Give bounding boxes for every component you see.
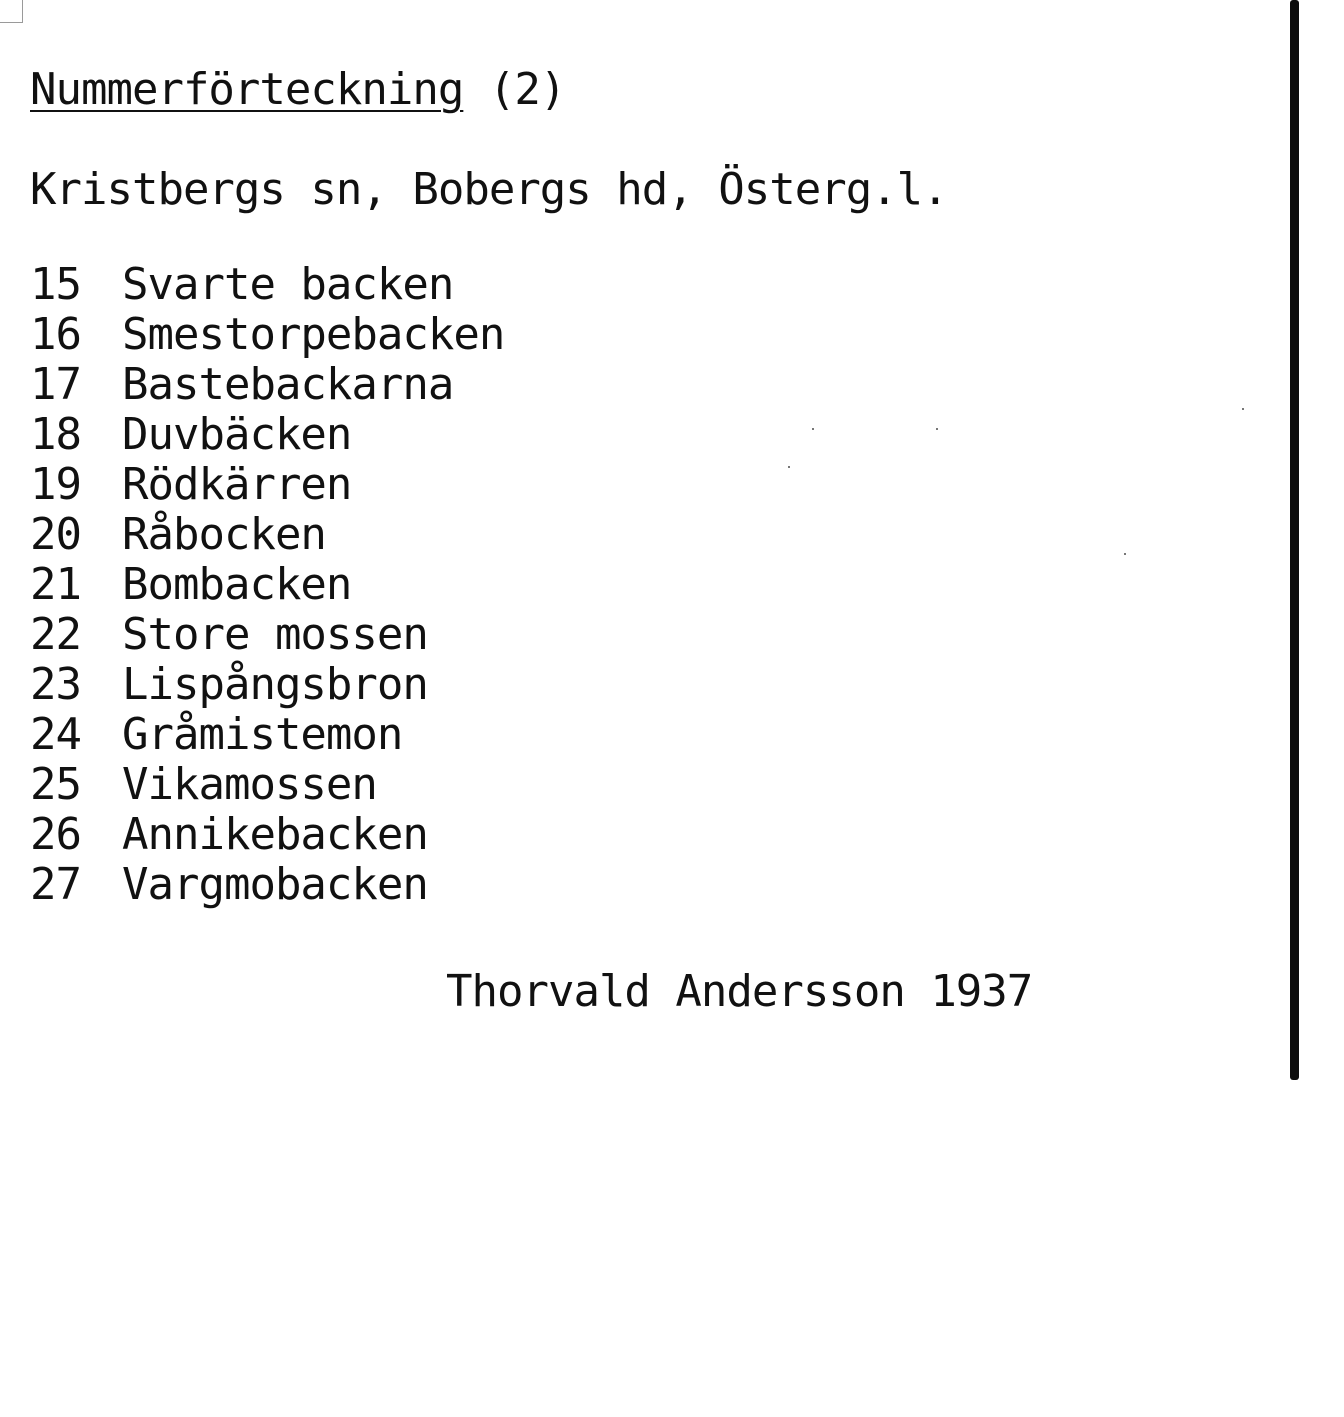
list-item bbox=[30, 410, 1250, 460]
entry-number: 16 bbox=[30, 309, 81, 360]
entry-name: Gråmistemon bbox=[122, 709, 403, 760]
list-item bbox=[30, 510, 1250, 560]
entry-name: Vikamossen bbox=[122, 759, 377, 810]
list-item bbox=[30, 260, 1250, 310]
entry-name: Annikebacken bbox=[122, 809, 428, 860]
signature-line: Thorvald Andersson 1937 bbox=[446, 966, 1033, 1017]
entry-name: Smestorpebacken bbox=[122, 309, 505, 360]
place-name-list bbox=[30, 260, 1250, 910]
card-edge-border bbox=[1290, 0, 1299, 1080]
list-item bbox=[30, 460, 1250, 510]
entry-number: 19 bbox=[30, 459, 81, 510]
entry-name: Store mossen bbox=[122, 609, 428, 660]
list-item bbox=[30, 310, 1250, 360]
entry-number: 23 bbox=[30, 659, 81, 710]
entry-number: 27 bbox=[30, 859, 81, 910]
entry-name: Svarte backen bbox=[122, 259, 454, 310]
list-item bbox=[30, 660, 1250, 710]
entry-name: Vargmobacken bbox=[122, 859, 428, 910]
list-item bbox=[30, 560, 1250, 610]
document-title bbox=[30, 60, 1250, 120]
entry-name: Lispångsbron bbox=[122, 659, 428, 710]
entry-number: 15 bbox=[30, 259, 81, 310]
entry-number: 25 bbox=[30, 759, 81, 810]
list-item bbox=[30, 710, 1250, 760]
entry-number: 24 bbox=[30, 709, 81, 760]
entry-number: 21 bbox=[30, 559, 81, 610]
entry-number: 22 bbox=[30, 609, 81, 660]
entry-number: 20 bbox=[30, 509, 81, 560]
entry-number: 26 bbox=[30, 809, 81, 860]
entry-name: Bastebackarna bbox=[122, 359, 454, 410]
title-suffix: (2) bbox=[488, 64, 566, 115]
list-item bbox=[30, 360, 1250, 410]
location-line: Kristbergs sn, Bobergs hd, Österg.l. bbox=[30, 164, 948, 215]
list-item bbox=[30, 810, 1250, 860]
list-item bbox=[30, 760, 1250, 810]
entry-number: 18 bbox=[30, 409, 81, 460]
title-main: Nummerförteckning bbox=[30, 64, 464, 115]
entry-name: Bombacken bbox=[122, 559, 352, 610]
index-card bbox=[30, 60, 1250, 910]
list-item bbox=[30, 610, 1250, 660]
list-item bbox=[30, 860, 1250, 910]
entry-number: 17 bbox=[30, 359, 81, 410]
entry-name: Råbocken bbox=[122, 509, 326, 560]
entry-name: Duvbäcken bbox=[122, 409, 352, 460]
entry-name: Rödkärren bbox=[122, 459, 352, 510]
scan-corner-mark bbox=[0, 0, 23, 23]
